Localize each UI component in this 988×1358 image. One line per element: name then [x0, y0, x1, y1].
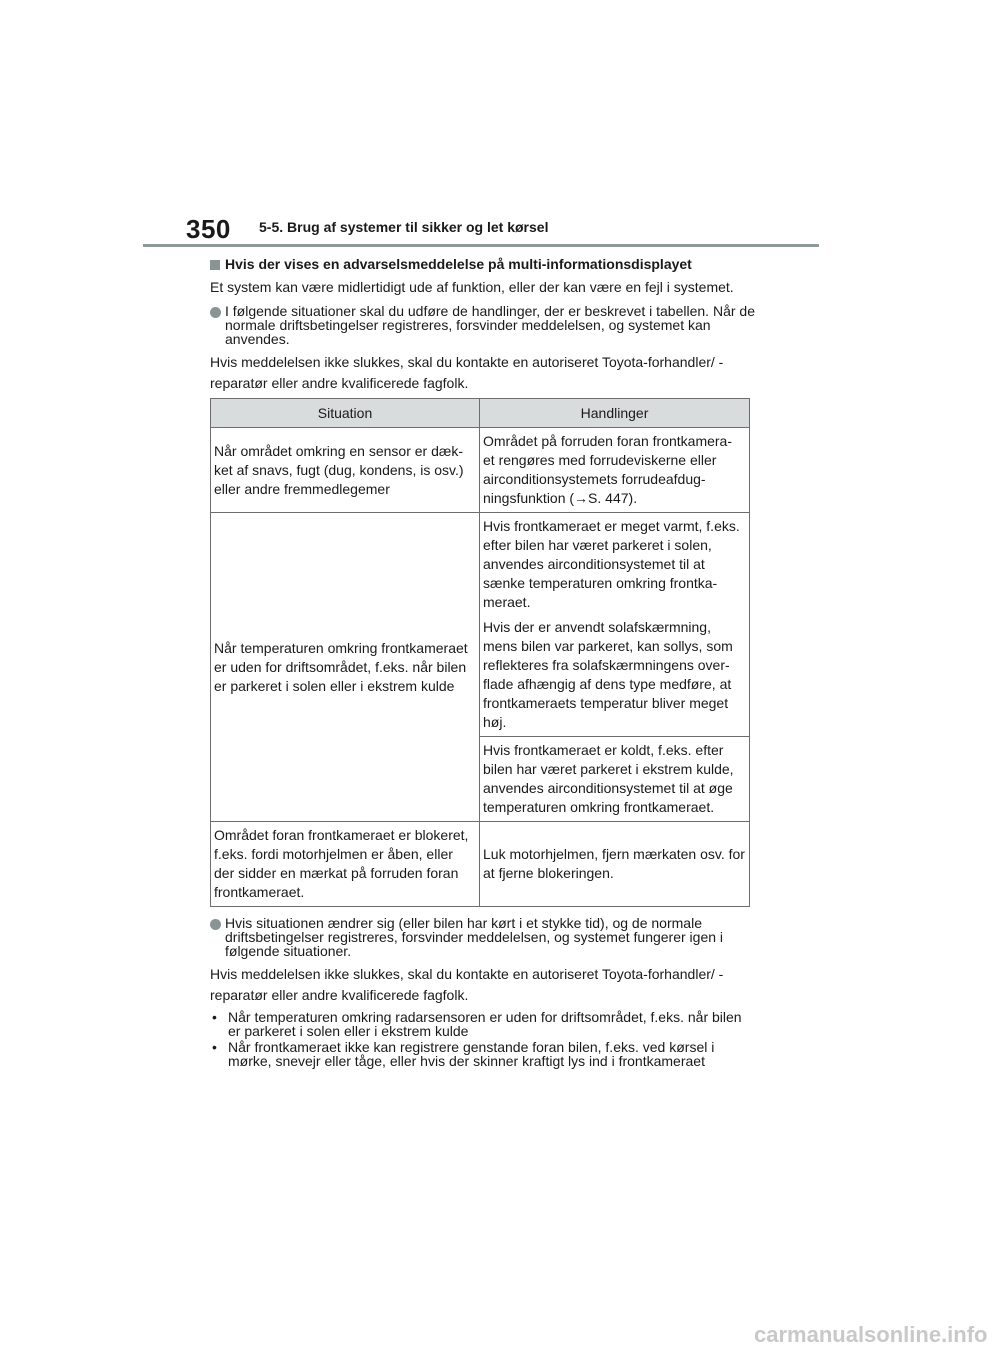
action-paragraph: Hvis frontkameraet er meget varmt, f.eks. efter bilen har været parkeret i solen, anvendes airconditionsystemet til at sænke temperaturen omkring frontka- meraet.: [483, 518, 740, 610]
lower-section: [210, 916, 755, 1070]
situation-table: [210, 398, 750, 907]
dot-bullet: •: [212, 1009, 217, 1025]
bullet-text: I følgende situationer skal du udføre de handlinger, der er beskrevet i tabellen. Når de normale driftsbetingelser registreres, forsvinder meddelelsen, og systemet kan anvendes.: [225, 303, 755, 347]
table-row: [211, 428, 750, 513]
contact-paragraph: Hvis meddelelsen ikke slukkes, skal du kontakte en autoriseret Toyota-forhandler/ -reparatør eller andre kvalificerede fagfolk.: [210, 966, 724, 1003]
section-title: 5-5. Brug af systemer til sikker og let kørsel: [259, 219, 549, 235]
circle-bullet-icon: [210, 919, 221, 930]
intro-paragraph: Et system kan være midlertidigt ude af funktion, eller der kan være en fejl i systemet.: [210, 279, 734, 295]
dot-bullet: •: [212, 1039, 217, 1055]
table-cell-action: Hvis frontkameraet er koldt, f.eks. efter bilen har været parkeret i ekstrem kulde, anvendes airconditionsystemet til at øge temperaturen omkring frontkameraet.: [480, 737, 750, 822]
bullet-item: [210, 304, 755, 346]
list-item-text: Når temperaturen omkring radarsensoren er uden for driftsområdet, f.eks. når bilen er parkeret i solen eller i ekstrem kulde: [228, 1009, 742, 1039]
list-item: [210, 1040, 755, 1068]
contact-paragraph: Hvis meddelelsen ikke slukkes, skal du kontakte en autoriseret Toyota-forhandler/ -reparatør eller andre kvalificerede fagfolk.: [210, 354, 724, 391]
condition-list: [210, 1010, 755, 1068]
warning-heading: [210, 256, 755, 273]
table-header-row: [211, 399, 750, 428]
table-cell-action: Luk motorhjelmen, fjern mærkaten osv. for at fjerne blokeringen.: [480, 822, 750, 907]
table-cell-situation: Når området omkring en sensor er dæk- ket af snavs, fugt (dug, kondens, is osv.) eller andre fremmedlegemer: [211, 428, 480, 513]
page-number: 350: [186, 214, 231, 244]
bullet-text: Hvis situationen ændrer sig (eller bilen har kørt i et stykke tid), og de normale driftsbetingelser registreres, forsvinder meddelelsen, og systemet fungerer igen i følgende situationer.: [225, 915, 724, 959]
header-divider: [143, 244, 819, 247]
table-cell-action: Området på forruden foran frontkamera- et rengøres med forrudeviskerne eller airconditionsystemets forrudeafdug- ningsfunktion (→S. 447).: [480, 428, 750, 513]
table-cell-situation: Når temperaturen omkring frontkameraet er uden for driftsområdet, f.eks. når bilen er parkeret i solen eller i ekstrem kulde: [211, 513, 480, 822]
square-bullet-icon: [210, 260, 220, 270]
list-item: [210, 1010, 755, 1038]
warning-heading-text: Hvis der vises en advarselsmeddelelse på multi-informationsdisplayet: [225, 256, 692, 272]
circle-bullet-icon: [210, 307, 221, 318]
table-row: [211, 822, 750, 907]
table-cell-action: [480, 513, 750, 737]
action-paragraph: Hvis der er anvendt solafskærmning, mens bilen var parkeret, kan sollys, som reflekteres fra solafskærmningens over- flade afhængig af dens type medføre, at frontkameraets temperatur bliver meget høj.: [483, 619, 733, 730]
table-cell-situation: Området foran frontkameraet er blokeret, f.eks. fordi motorhjelmen er åben, eller der sidder en mærkat på forruden foran frontkameraet.: [211, 822, 480, 907]
list-item-text: Når frontkameraet ikke kan registrere genstande foran bilen, f.eks. ved kørsel i mørke, snevejr eller tåge, eller hvis der skinner kraftigt lys ind i frontkameraet: [228, 1039, 715, 1069]
table-header-situation: Situation: [211, 399, 480, 428]
bullet-item: [210, 916, 755, 958]
intro-section: [210, 256, 755, 394]
watermark: carmanualsonline.info: [754, 1322, 988, 1347]
table-header-actions: Handlinger: [480, 399, 750, 428]
table-row: [211, 513, 750, 737]
